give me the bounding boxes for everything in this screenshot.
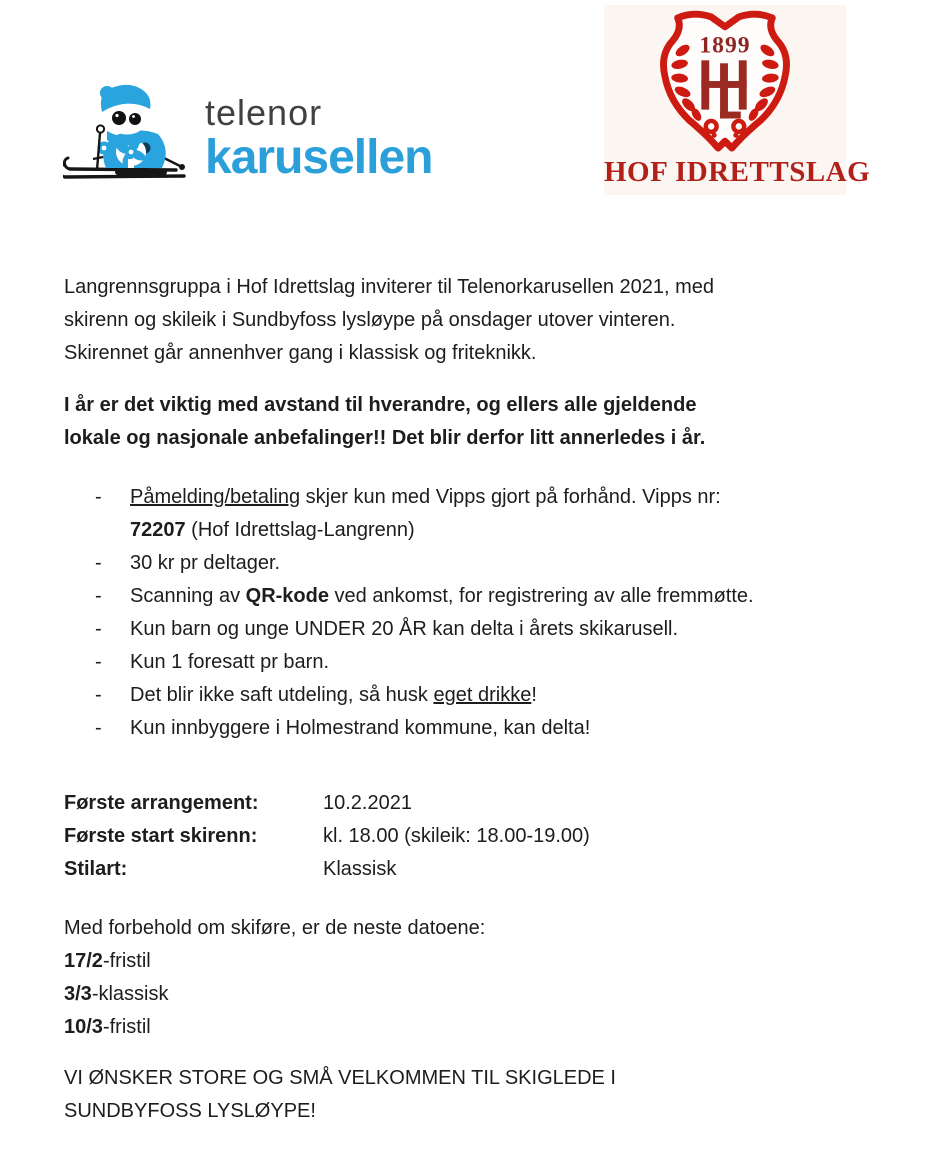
info-table xyxy=(64,787,924,886)
text-line: SUNDBYFOSS LYSLØYPE! xyxy=(64,1100,316,1122)
info-label: Første start skirenn: xyxy=(64,825,258,847)
bullet-item-guardian xyxy=(64,646,924,679)
skier-icon xyxy=(63,80,195,196)
text-line: I år er det viktig med avstand til hverandre, og ellers alle gjeldende xyxy=(64,394,697,416)
telenor-karusellen-logo xyxy=(63,80,432,196)
bullet-item-age xyxy=(64,613,924,646)
hof-name: HOF IDRETTSLAG xyxy=(604,156,871,188)
schedule-item xyxy=(64,978,924,1011)
bullet-text: Kun barn og unge UNDER 20 ÅR kan delta i årets skikarusell. xyxy=(130,618,679,640)
schedule-item xyxy=(64,945,924,978)
intro-paragraph xyxy=(64,271,924,370)
info-row-style xyxy=(64,853,924,886)
bullet-list xyxy=(64,481,924,745)
header xyxy=(0,0,944,271)
text-segment: (Hof Idrettslag-Langrenn) xyxy=(185,519,415,541)
warning-paragraph xyxy=(64,389,924,455)
text-segment: QR-kode xyxy=(245,585,329,607)
schedule-style: -klassisk xyxy=(91,983,169,1005)
bullet-item-drinks xyxy=(64,679,924,712)
text-segment: Påmelding/betaling xyxy=(130,486,301,508)
info-row-first-start xyxy=(64,820,924,853)
schedule-heading: Med forbehold om skiføre, er de neste datoene: xyxy=(64,917,486,939)
text-line: Skirennet går annenhver gang i klassisk og friteknikk. xyxy=(64,342,537,364)
hof-year: 1899 xyxy=(699,32,751,59)
bullet-dash: - xyxy=(95,717,102,739)
bullet-item-payment xyxy=(64,481,924,547)
bullet-dash: - xyxy=(95,486,102,508)
text-line: skirenn og skileik i Sundbyfoss lysløype på onsdager utover vinteren. xyxy=(64,309,676,331)
bullet-dash: - xyxy=(95,684,102,706)
bullet-item-price xyxy=(64,547,924,580)
bullet-text: Kun innbyggere i Holmestrand kommune, kan delta! xyxy=(130,717,591,739)
bullet-item-qr xyxy=(64,580,924,613)
text-line: lokale og nasjonale anbefalinger!! Det blir derfor litt annerledes i år. xyxy=(64,427,706,449)
bullet-dash: - xyxy=(95,651,102,673)
text-line: VI ØNSKER STORE OG SMÅ VELKOMMEN TIL SKIGLEDE I xyxy=(64,1067,616,1089)
text-segment: Scanning av xyxy=(130,585,246,607)
karusellen-word: karusellen xyxy=(205,131,433,184)
text-segment: ved ankomst, for registrering av alle fremmøtte. xyxy=(328,585,754,607)
bullet-dash: - xyxy=(95,552,102,574)
text-segment: skjer kun med Vipps gjort på forhånd. Vipps nr: xyxy=(300,486,721,508)
info-label: Stilart: xyxy=(64,858,128,880)
text-segment: 72207 xyxy=(130,519,186,541)
bullet-item-residents xyxy=(64,712,924,745)
info-value: 10.2.2021 xyxy=(323,792,412,814)
telenor-word: telenor xyxy=(205,92,323,133)
closing-paragraph xyxy=(64,1062,924,1128)
schedule-date: 10/3 xyxy=(64,1016,103,1038)
info-value: kl. 18.00 (skileik: 18.00-19.00) xyxy=(323,825,590,847)
info-label: Første arrangement: xyxy=(64,792,259,814)
text-segment: ! xyxy=(531,684,537,706)
info-value: Klassisk xyxy=(323,858,397,880)
shield-icon xyxy=(656,9,794,157)
document-body xyxy=(0,271,944,1128)
text-line: Langrennsgruppa i Hof Idrettslag inviterer til Telenorkarusellen 2021, med xyxy=(64,276,715,298)
schedule-date: 3/3 xyxy=(64,983,92,1005)
info-row-first-event xyxy=(64,787,924,820)
bullet-text: 30 kr pr deltager. xyxy=(130,552,281,574)
bullet-text xyxy=(130,679,537,712)
telenor-wordmark xyxy=(205,94,432,196)
schedule-section xyxy=(64,912,924,1044)
bullet-text: Kun 1 foresatt pr barn. xyxy=(130,651,330,673)
schedule-style: -fristil xyxy=(102,1016,151,1038)
schedule-date: 17/2 xyxy=(64,950,103,972)
schedule-style: -fristil xyxy=(102,950,151,972)
bullet-text xyxy=(130,580,754,613)
bullet-text xyxy=(130,481,721,547)
text-segment: eget drikke xyxy=(433,684,532,706)
schedule-item xyxy=(64,1011,924,1044)
bullet-dash: - xyxy=(95,618,102,640)
text-segment: Det blir ikke saft utdeling, så husk xyxy=(130,684,434,706)
hof-idrettslag-logo xyxy=(604,5,871,195)
bullet-dash: - xyxy=(95,585,102,607)
